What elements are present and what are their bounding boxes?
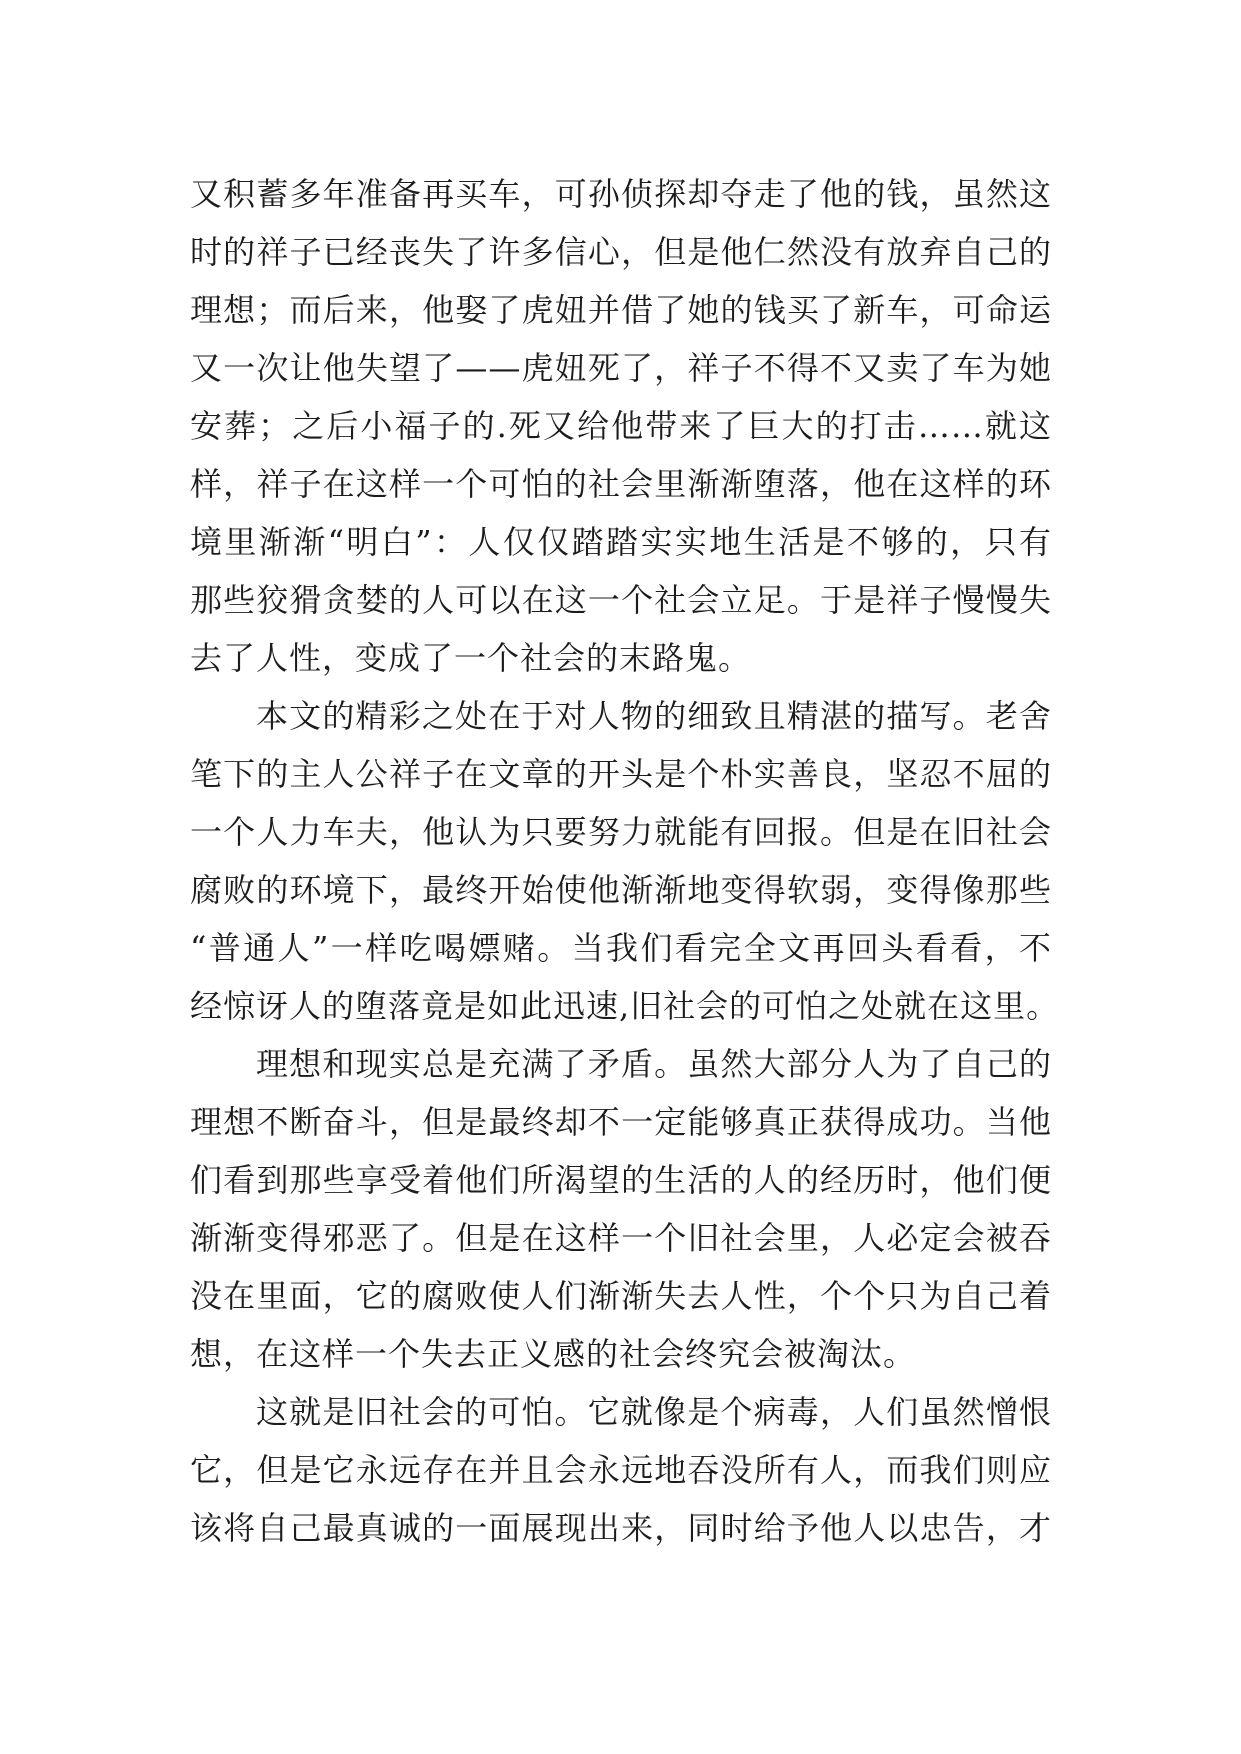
text-line: 又积蓄多年准备再买车，可孙侦探却夺走了他的钱，虽然这 <box>190 175 1052 213</box>
text-line: 去了人性，变成了一个社会的末路鬼。 <box>190 639 752 677</box>
text-line: 想，在这样一个失去正义感的社会终究会被淘汰。 <box>190 1335 917 1373</box>
text-line: 经惊讶人的堕落竟是如此迅速,旧社会的可怕之处就在这里。 <box>190 987 1060 1025</box>
text-line: “普通人”一样吃喝嫖赌。当我们看完全文再回头看看，不 <box>190 929 1052 967</box>
text-line: 一个人力车夫，他认为只要努力就能有回报。但是在旧社会 <box>190 813 1052 851</box>
text-line: 样，祥子在这样一个可怕的社会里渐渐堕落，他在这样的环 <box>190 465 1052 503</box>
text-line: 时的祥子已经丧失了许多信心，但是他仁然没有放弃自己的 <box>190 233 1052 271</box>
document-body <box>190 165 1060 1557</box>
text-line: 渐渐变得邪恶了。但是在这样一个旧社会里，人必定会被吞 <box>190 1219 1052 1257</box>
text-line: 它，但是它永远存在并且会永远地吞没所有人，而我们则应 <box>190 1451 1052 1489</box>
text-line: 理想；而后来，他娶了虎妞并借了她的钱买了新车，可命运 <box>190 291 1052 329</box>
text-line: 理想不断奋斗，但是最终却不一定能够真正获得成功。当他 <box>190 1103 1052 1141</box>
text-line: 笔下的主人公祥子在文章的开头是个朴实善良，坚忍不屈的 <box>190 755 1052 793</box>
text-line: 安葬；之后小福子的.死又给他带来了巨大的打击……就这 <box>190 407 1052 445</box>
text-line: 那些狡猾贪婪的人可以在这一个社会立足。于是祥子慢慢失 <box>190 581 1052 619</box>
paragraph-first-line: 这就是旧社会的可怕。它就像是个病毒，人们虽然憎恨 <box>256 1393 1052 1431</box>
text-line: 们看到那些享受着他们所渴望的生活的人的经历时，他们便 <box>190 1161 1052 1199</box>
paragraph-first-line: 理想和现实总是充满了矛盾。虽然大部分人为了自己的 <box>256 1045 1052 1083</box>
paragraph-first-line: 本文的精彩之处在于对人物的细致且精湛的描写。老舍 <box>256 697 1052 735</box>
text-line: 没在里面，它的腐败使人们渐渐失去人性，个个只为自己着 <box>190 1277 1052 1315</box>
text-line: 该将自己最真诚的一面展现出来，同时给予他人以忠告，才 <box>190 1509 1052 1547</box>
text-line: 境里渐渐“明白”：人仅仅踏踏实实地生活是不够的，只有 <box>190 523 1052 561</box>
text-line: 腐败的环境下，最终开始使他渐渐地变得软弱，变得像那些 <box>190 871 1052 909</box>
text-line: 又一次让他失望了——虎妞死了，祥子不得不又卖了车为她 <box>190 349 1052 387</box>
